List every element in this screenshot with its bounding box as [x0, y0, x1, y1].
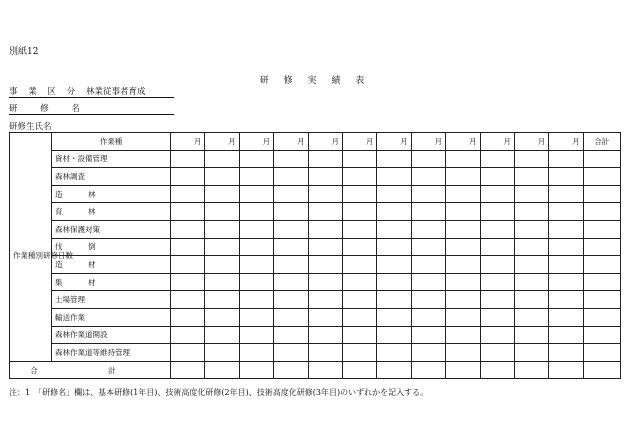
- day-count-cell[interactable]: [411, 203, 445, 221]
- day-count-cell[interactable]: [171, 344, 205, 362]
- day-count-cell[interactable]: [377, 220, 411, 238]
- day-count-cell[interactable]: [171, 291, 205, 309]
- day-count-cell[interactable]: [205, 220, 239, 238]
- day-count-cell[interactable]: [308, 168, 342, 186]
- month-total-cell[interactable]: [171, 361, 205, 379]
- grand-total-cell[interactable]: [583, 361, 620, 379]
- day-count-cell[interactable]: [411, 168, 445, 186]
- month-header: 月: [274, 133, 308, 151]
- day-count-cell[interactable]: [411, 308, 445, 326]
- month-header: 月: [446, 133, 480, 151]
- day-count-cell[interactable]: [377, 256, 411, 274]
- table-row: [10, 220, 621, 238]
- business-category-label: 事 業 区 分: [9, 87, 80, 97]
- day-count-cell[interactable]: [171, 308, 205, 326]
- day-count-cell[interactable]: [377, 150, 411, 168]
- day-count-cell[interactable]: [171, 203, 205, 221]
- row-total-cell[interactable]: [583, 326, 620, 344]
- day-count-cell[interactable]: [274, 168, 308, 186]
- month-header: 月: [377, 133, 411, 151]
- day-count-cell[interactable]: [274, 291, 308, 309]
- total-row-label: 合 計: [10, 361, 171, 379]
- day-count-cell[interactable]: [377, 185, 411, 203]
- day-count-cell[interactable]: [171, 238, 205, 256]
- day-count-cell[interactable]: [274, 150, 308, 168]
- day-count-cell[interactable]: [342, 344, 376, 362]
- day-count-cell[interactable]: [411, 273, 445, 291]
- day-count-cell[interactable]: [239, 256, 273, 274]
- header-corner-cell: [10, 133, 52, 151]
- day-count-cell[interactable]: [274, 203, 308, 221]
- worktype-label: 造 材: [52, 256, 171, 274]
- day-count-cell[interactable]: [205, 291, 239, 309]
- day-count-cell[interactable]: [342, 150, 376, 168]
- day-count-cell[interactable]: [377, 291, 411, 309]
- table-row: [10, 291, 621, 309]
- worktype-label: 森林調査: [52, 168, 171, 186]
- day-count-cell[interactable]: [239, 273, 273, 291]
- day-count-cell[interactable]: [239, 291, 273, 309]
- day-count-cell[interactable]: [274, 185, 308, 203]
- month-header: 月: [342, 133, 376, 151]
- day-count-cell[interactable]: [411, 344, 445, 362]
- day-count-cell[interactable]: [342, 185, 376, 203]
- day-count-cell[interactable]: [514, 220, 548, 238]
- day-count-cell[interactable]: [549, 273, 583, 291]
- month-total-cell[interactable]: [480, 361, 514, 379]
- day-count-cell[interactable]: [239, 220, 273, 238]
- month-total-cell[interactable]: [411, 361, 445, 379]
- row-total-cell[interactable]: [583, 256, 620, 274]
- day-count-cell[interactable]: [274, 308, 308, 326]
- day-count-cell[interactable]: [308, 291, 342, 309]
- worktype-label: 資材・設備管理: [52, 150, 171, 168]
- table-row: [10, 344, 621, 362]
- day-count-cell[interactable]: [308, 344, 342, 362]
- day-count-cell[interactable]: [446, 308, 480, 326]
- day-count-cell[interactable]: [446, 185, 480, 203]
- day-count-cell[interactable]: [308, 238, 342, 256]
- day-count-cell[interactable]: [239, 185, 273, 203]
- day-count-cell[interactable]: [446, 168, 480, 186]
- day-count-cell[interactable]: [274, 238, 308, 256]
- day-count-cell[interactable]: [205, 308, 239, 326]
- row-total-cell[interactable]: [583, 150, 620, 168]
- day-count-cell[interactable]: [514, 168, 548, 186]
- day-count-cell[interactable]: [514, 273, 548, 291]
- table-row: [10, 308, 621, 326]
- month-total-cell[interactable]: [342, 361, 376, 379]
- month-header: 月: [171, 133, 205, 151]
- row-total-cell[interactable]: [583, 238, 620, 256]
- day-count-cell[interactable]: [171, 150, 205, 168]
- day-count-cell[interactable]: [342, 308, 376, 326]
- month-total-cell[interactable]: [205, 361, 239, 379]
- day-count-cell[interactable]: [411, 185, 445, 203]
- row-total-cell[interactable]: [583, 203, 620, 221]
- worktype-label: 森林作業道等維持管理: [52, 344, 171, 362]
- day-count-cell[interactable]: [205, 326, 239, 344]
- day-count-cell[interactable]: [171, 273, 205, 291]
- day-count-cell[interactable]: [205, 238, 239, 256]
- day-count-cell[interactable]: [446, 273, 480, 291]
- day-count-cell[interactable]: [480, 273, 514, 291]
- month-total-cell[interactable]: [308, 361, 342, 379]
- day-count-cell[interactable]: [308, 150, 342, 168]
- day-count-cell[interactable]: [480, 220, 514, 238]
- day-count-cell[interactable]: [205, 344, 239, 362]
- table-row: [10, 150, 621, 168]
- day-count-cell[interactable]: [411, 220, 445, 238]
- day-count-cell[interactable]: [514, 291, 548, 309]
- worktype-label: 輸送作業: [52, 308, 171, 326]
- day-count-cell[interactable]: [549, 238, 583, 256]
- month-total-cell[interactable]: [274, 361, 308, 379]
- document-title: 研 修 実 績 表: [259, 76, 371, 86]
- worktype-label: 育 林: [52, 203, 171, 221]
- day-count-cell[interactable]: [446, 220, 480, 238]
- total-header: 合計: [583, 133, 620, 151]
- day-count-cell[interactable]: [411, 150, 445, 168]
- day-count-cell[interactable]: [549, 344, 583, 362]
- day-count-cell[interactable]: [480, 238, 514, 256]
- day-count-cell[interactable]: [480, 291, 514, 309]
- day-count-cell[interactable]: [377, 308, 411, 326]
- day-count-cell[interactable]: [239, 344, 273, 362]
- row-total-cell[interactable]: [583, 168, 620, 186]
- day-count-cell[interactable]: [377, 203, 411, 221]
- day-count-cell[interactable]: [308, 326, 342, 344]
- day-count-cell[interactable]: [446, 238, 480, 256]
- annex-label: 別紙12: [9, 47, 39, 57]
- day-count-cell[interactable]: [514, 344, 548, 362]
- table-row: [10, 273, 621, 291]
- day-count-cell[interactable]: [411, 291, 445, 309]
- day-count-cell[interactable]: [549, 168, 583, 186]
- worktype-label: 森林作業道開設: [52, 326, 171, 344]
- training-name-label: 研 修 名: [9, 104, 90, 114]
- month-header: 月: [514, 133, 548, 151]
- month-header: 月: [239, 133, 273, 151]
- day-count-cell[interactable]: [480, 185, 514, 203]
- day-count-cell[interactable]: [549, 291, 583, 309]
- day-count-cell[interactable]: [480, 168, 514, 186]
- table-row: [10, 238, 621, 256]
- row-total-cell[interactable]: [583, 344, 620, 362]
- day-count-cell[interactable]: [514, 256, 548, 274]
- day-count-cell[interactable]: [514, 150, 548, 168]
- day-count-cell[interactable]: [171, 168, 205, 186]
- day-count-cell[interactable]: [480, 150, 514, 168]
- footnote: 注：1 「研修名」欄は、基本研修(1年目)、技術高度化研修(2年目)、技術高度化研修(3年目)のいずれかを記入する。: [9, 388, 429, 397]
- day-count-cell[interactable]: [205, 150, 239, 168]
- day-count-cell[interactable]: [549, 308, 583, 326]
- day-count-cell[interactable]: [239, 308, 273, 326]
- day-count-cell[interactable]: [239, 238, 273, 256]
- worktype-header: 作業種: [52, 133, 171, 151]
- day-count-cell[interactable]: [549, 185, 583, 203]
- day-count-cell[interactable]: [342, 203, 376, 221]
- day-count-cell[interactable]: [549, 150, 583, 168]
- business-category-underline: [9, 97, 174, 98]
- day-count-cell[interactable]: [239, 203, 273, 221]
- day-count-cell[interactable]: [308, 220, 342, 238]
- day-count-cell[interactable]: [377, 168, 411, 186]
- day-count-cell[interactable]: [171, 185, 205, 203]
- worktype-label: 伐 倒: [52, 238, 171, 256]
- row-total-cell[interactable]: [583, 185, 620, 203]
- worktype-label: 森林保護対策: [52, 220, 171, 238]
- trainee-name-label: 研修生氏名: [9, 122, 52, 132]
- day-count-cell[interactable]: [205, 185, 239, 203]
- month-total-cell[interactable]: [549, 361, 583, 379]
- training-name-underline: [9, 114, 174, 115]
- month-header: 月: [411, 133, 445, 151]
- day-count-cell[interactable]: [411, 326, 445, 344]
- day-count-cell[interactable]: [239, 326, 273, 344]
- day-count-cell[interactable]: [549, 326, 583, 344]
- day-count-cell[interactable]: [446, 291, 480, 309]
- row-total-cell[interactable]: [583, 291, 620, 309]
- day-count-cell[interactable]: [205, 273, 239, 291]
- day-count-cell[interactable]: [342, 168, 376, 186]
- day-count-cell[interactable]: [446, 256, 480, 274]
- worktype-label: 集 材: [52, 273, 171, 291]
- day-count-cell[interactable]: [514, 185, 548, 203]
- day-count-cell[interactable]: [274, 256, 308, 274]
- day-count-cell[interactable]: [239, 168, 273, 186]
- day-count-cell[interactable]: [446, 344, 480, 362]
- business-category-value: 林業従事者育成: [86, 87, 146, 97]
- day-count-cell[interactable]: [514, 326, 548, 344]
- day-count-cell[interactable]: [377, 326, 411, 344]
- table-row: [10, 256, 621, 274]
- day-count-cell[interactable]: [342, 273, 376, 291]
- day-count-cell[interactable]: [480, 308, 514, 326]
- day-count-cell[interactable]: [342, 326, 376, 344]
- day-count-cell[interactable]: [514, 203, 548, 221]
- day-count-cell[interactable]: [205, 168, 239, 186]
- day-count-cell[interactable]: [480, 344, 514, 362]
- day-count-cell[interactable]: [480, 203, 514, 221]
- day-count-cell[interactable]: [274, 273, 308, 291]
- day-count-cell[interactable]: [171, 326, 205, 344]
- day-count-cell[interactable]: [274, 326, 308, 344]
- table-header-row: [10, 133, 621, 151]
- day-count-cell[interactable]: [446, 150, 480, 168]
- month-total-cell[interactable]: [377, 361, 411, 379]
- worktype-label: 造 林: [52, 185, 171, 203]
- day-count-cell[interactable]: [171, 220, 205, 238]
- day-count-cell[interactable]: [446, 203, 480, 221]
- day-count-cell[interactable]: [514, 238, 548, 256]
- table-row: [10, 185, 621, 203]
- day-count-cell[interactable]: [342, 238, 376, 256]
- day-count-cell[interactable]: [549, 220, 583, 238]
- month-header: 月: [549, 133, 583, 151]
- category-label: 作業種別研修日数: [10, 150, 52, 361]
- worktype-label: 土場管理: [52, 291, 171, 309]
- day-count-cell[interactable]: [342, 220, 376, 238]
- table-row: [10, 203, 621, 221]
- month-header: 月: [480, 133, 514, 151]
- month-total-cell[interactable]: [239, 361, 273, 379]
- day-count-cell[interactable]: [308, 308, 342, 326]
- table-row: [10, 168, 621, 186]
- trainee-name-field: [9, 120, 52, 132]
- day-count-cell[interactable]: [308, 256, 342, 274]
- day-count-cell[interactable]: [239, 150, 273, 168]
- month-header: 月: [308, 133, 342, 151]
- day-count-cell[interactable]: [549, 256, 583, 274]
- table-row: [10, 326, 621, 344]
- day-count-cell[interactable]: [274, 220, 308, 238]
- row-total-cell[interactable]: [583, 220, 620, 238]
- day-count-cell[interactable]: [377, 344, 411, 362]
- row-total-cell[interactable]: [583, 273, 620, 291]
- month-header: 月: [205, 133, 239, 151]
- training-record-table: [9, 132, 621, 379]
- day-count-cell[interactable]: [377, 238, 411, 256]
- day-count-cell[interactable]: [205, 256, 239, 274]
- month-total-cell[interactable]: [514, 361, 548, 379]
- day-count-cell[interactable]: [411, 238, 445, 256]
- day-count-cell[interactable]: [274, 344, 308, 362]
- month-total-cell[interactable]: [446, 361, 480, 379]
- day-count-cell[interactable]: [342, 256, 376, 274]
- day-count-cell[interactable]: [308, 185, 342, 203]
- day-count-cell[interactable]: [205, 203, 239, 221]
- business-category-field: [9, 85, 146, 97]
- total-row: [10, 361, 621, 379]
- day-count-cell[interactable]: [480, 256, 514, 274]
- day-count-cell[interactable]: [411, 256, 445, 274]
- day-count-cell[interactable]: [377, 273, 411, 291]
- day-count-cell[interactable]: [480, 326, 514, 344]
- day-count-cell[interactable]: [308, 203, 342, 221]
- day-count-cell[interactable]: [171, 256, 205, 274]
- day-count-cell[interactable]: [308, 273, 342, 291]
- day-count-cell[interactable]: [342, 291, 376, 309]
- day-count-cell[interactable]: [446, 326, 480, 344]
- row-total-cell[interactable]: [583, 308, 620, 326]
- training-name-field: [9, 102, 90, 114]
- day-count-cell[interactable]: [549, 203, 583, 221]
- day-count-cell[interactable]: [514, 308, 548, 326]
